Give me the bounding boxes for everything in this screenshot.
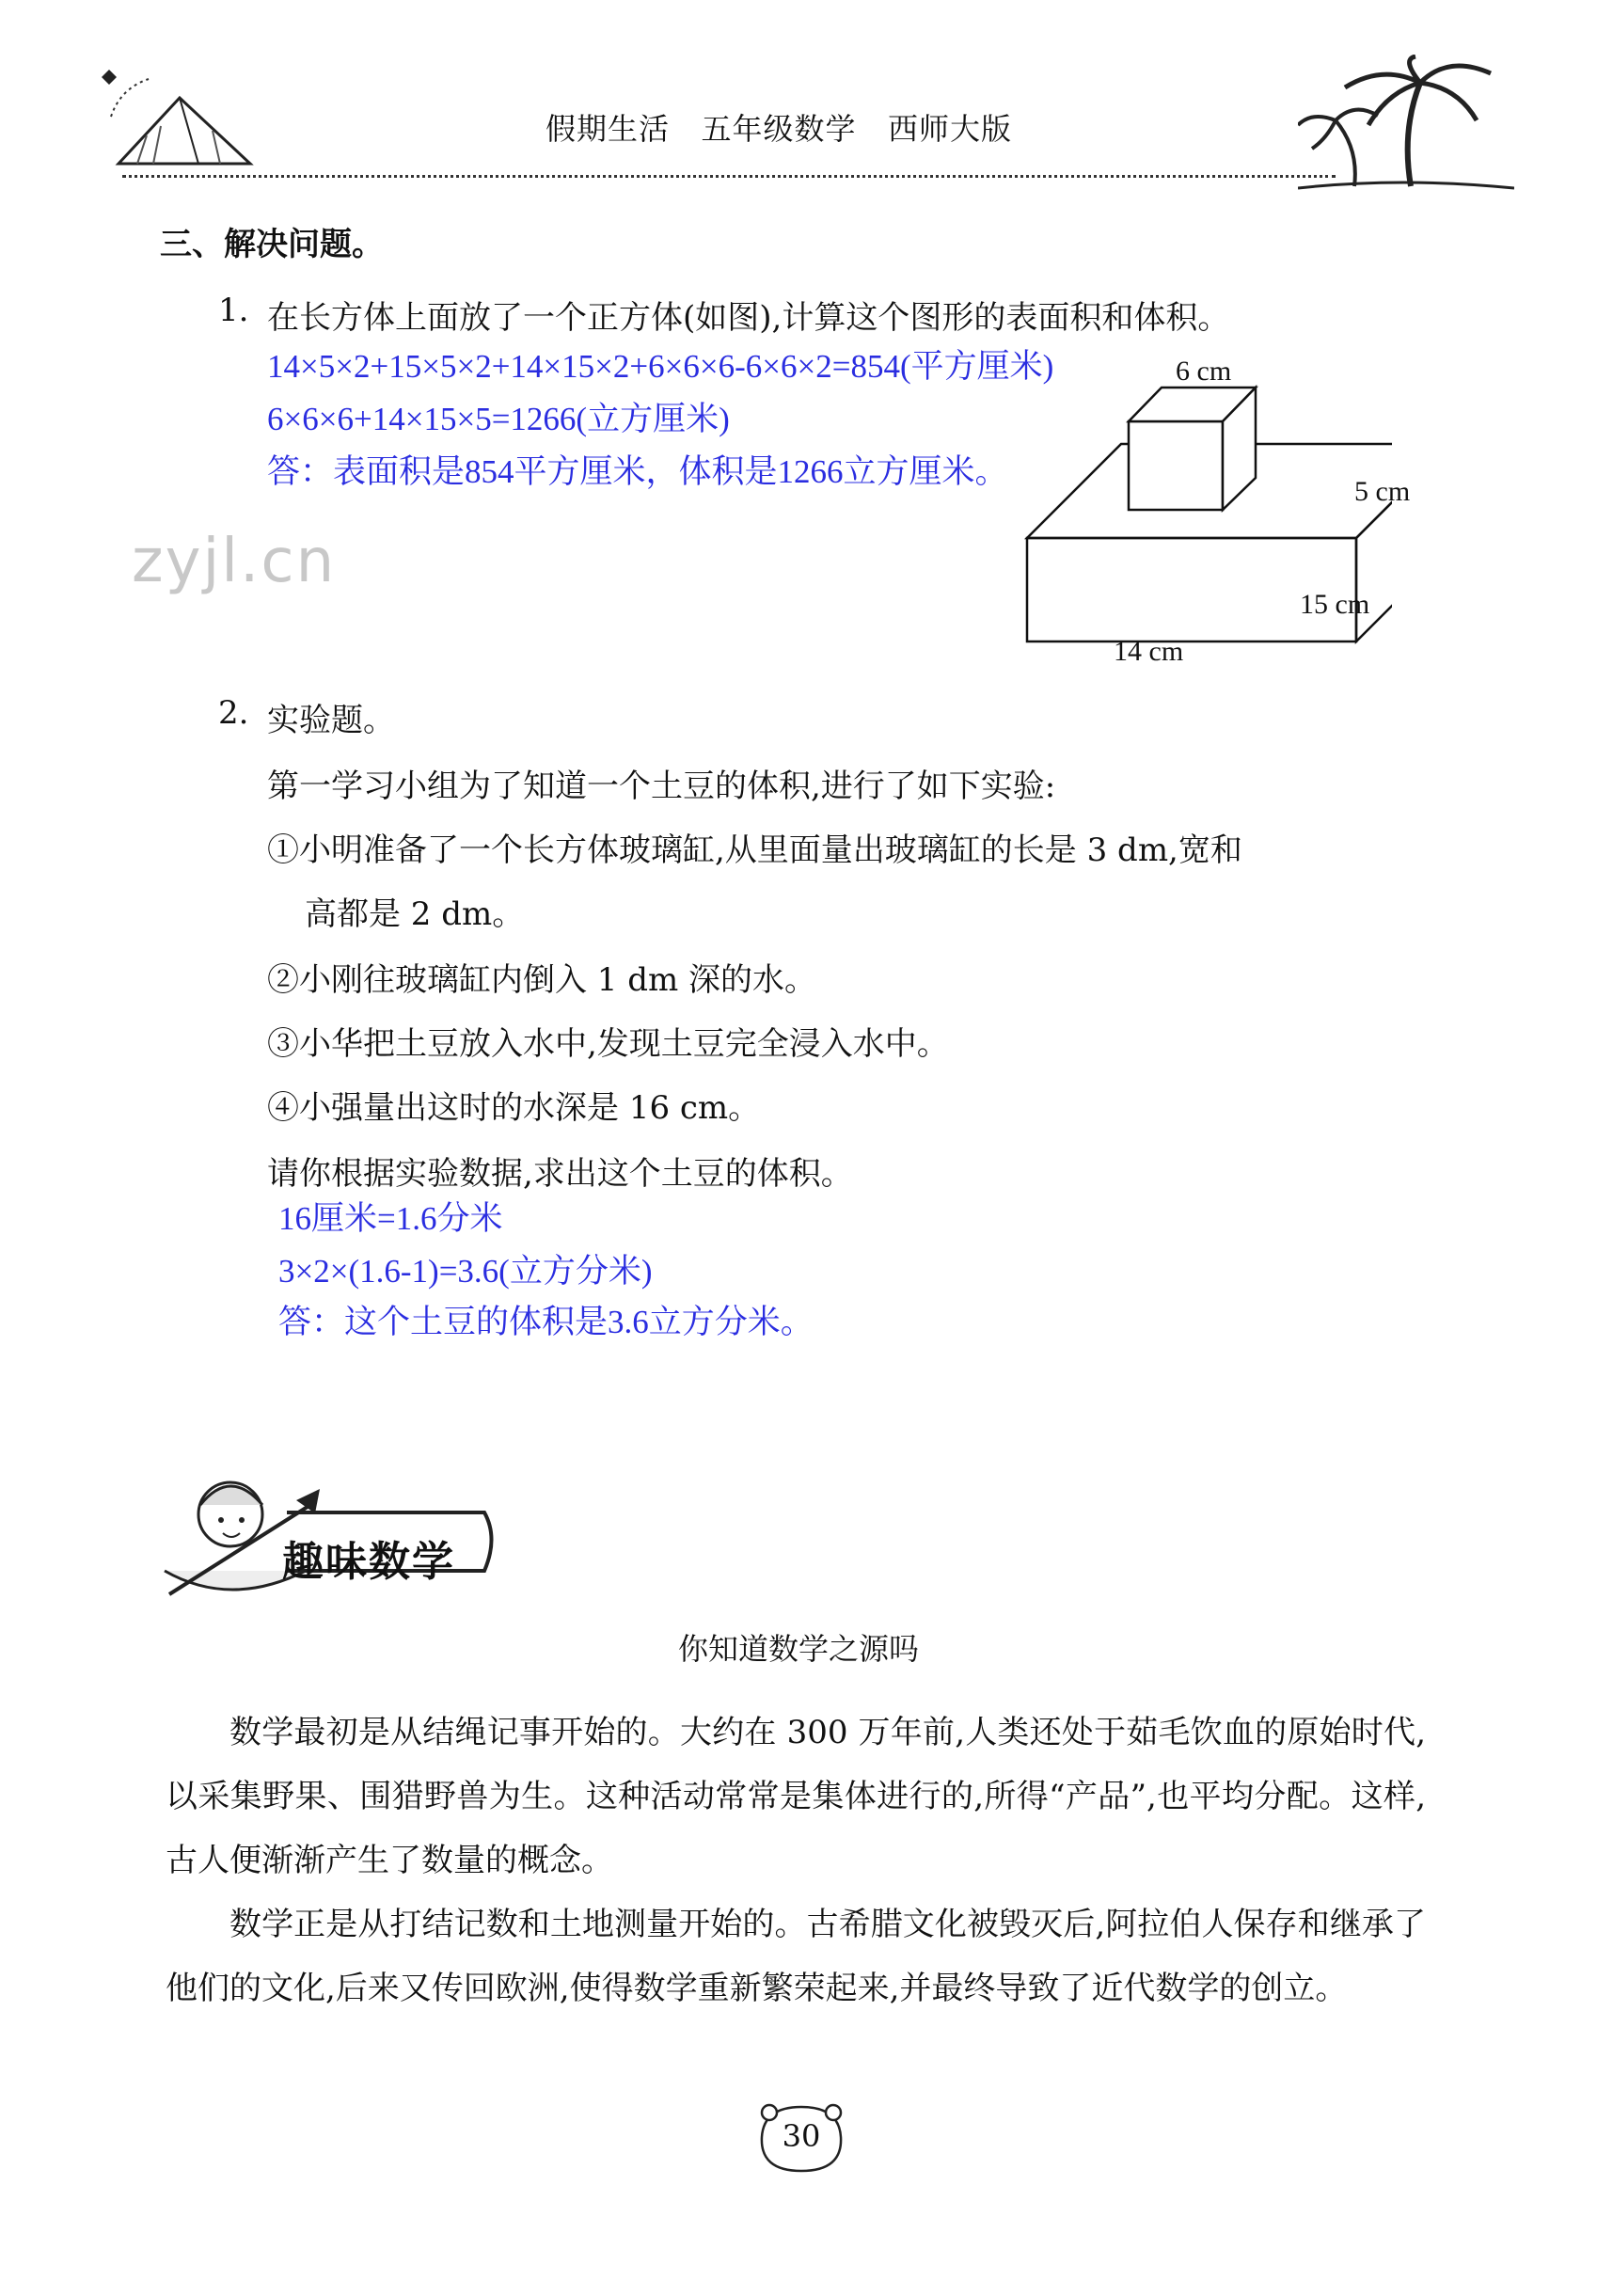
q2-intro: 第一学习小组为了知道一个土豆的体积,进行了如下实验: (267, 768, 1056, 805)
watermark: zyjl.cn (132, 527, 337, 596)
q2-step-1: ①小明准备了一个长方体玻璃缸,从里面量出玻璃缸的长是 3 dm,宽和 (267, 831, 1242, 869)
cuboid-height-label: 5 cm (1354, 476, 1411, 507)
tent-decoration (90, 60, 278, 182)
q2-step-2: ②小刚往玻璃缸内倒入 1 dm 深的水。 (267, 961, 817, 999)
q2-answer-line-3: 答：这个土豆的体积是3.6立方分米。 (278, 1304, 814, 1340)
q2-number: 2. (218, 694, 249, 732)
cube-edge-label: 6 cm (1176, 356, 1232, 387)
q1-answer-line-1: 14×5×2+15×5×2+14×15×2+6×6×6-6×6×2=854(平方厘米) (267, 348, 1054, 385)
page-number: 30 (782, 2118, 821, 2154)
q1-number: 1. (218, 292, 249, 329)
q1-answer-line-2: 6×6×6+14×15×5=1266(立方厘米) (267, 401, 730, 437)
section-title: 三、解决问题。 (160, 226, 384, 263)
cuboid-cube-figure (1016, 376, 1392, 687)
cuboid-depth-label: 15 cm (1300, 589, 1370, 620)
q2-answer-line-1: 16厘米=1.6分米 (278, 1200, 503, 1237)
q1-text: 在长方体上面放了一个正方体(如图),计算这个图形的表面积和体积。 (267, 299, 1230, 337)
article-paragraph-1: 数学最初是从结绳记事开始的。大约在 300 万年前,人类还处于茹毛饮血的原始时代,以采集野果、围猎野兽为生。这种活动常常是集体进行的,所得“产品”,也平均分配。这样,古人便渐渐产生了数量的概念。 (166, 1714, 1426, 1879)
fun-math-banner: 趣味数学 (282, 1538, 455, 1586)
article-title: 你知道数学之源吗 (677, 1631, 919, 1667)
palm-tree-decoration (1298, 55, 1514, 196)
article-paragraph-2: 数学正是从打结记数和土地测量开始的。古希腊文化被毁灭后,阿拉伯人保存和继承了他们的文化,后来又传回欧洲,使得数学重新繁荣起来,并最终导致了近代数学的创立。 (166, 1906, 1426, 2007)
header-title: 假期生活 五年级数学 西师大版 (546, 111, 1013, 147)
q2-step-3: ③小华把土豆放入水中,发现土豆完全浸入水中。 (267, 1025, 949, 1063)
q1-answer-line-3: 答：表面积是854平方厘米，体积是1266立方厘米。 (267, 453, 1008, 490)
q2-prompt: 请你根据实验数据,求出这个土豆的体积。 (267, 1155, 853, 1193)
q2-title: 实验题。 (267, 702, 395, 739)
header-divider (122, 175, 1336, 178)
cuboid-length-label: 14 cm (1114, 636, 1184, 667)
q2-step-4: ④小强量出这时的水深是 16 cm。 (267, 1089, 761, 1127)
q2-answer-line-2: 3×2×(1.6-1)=3.6(立方分米) (278, 1253, 653, 1290)
q2-step-1-cont: 高都是 2 dm。 (305, 895, 525, 933)
